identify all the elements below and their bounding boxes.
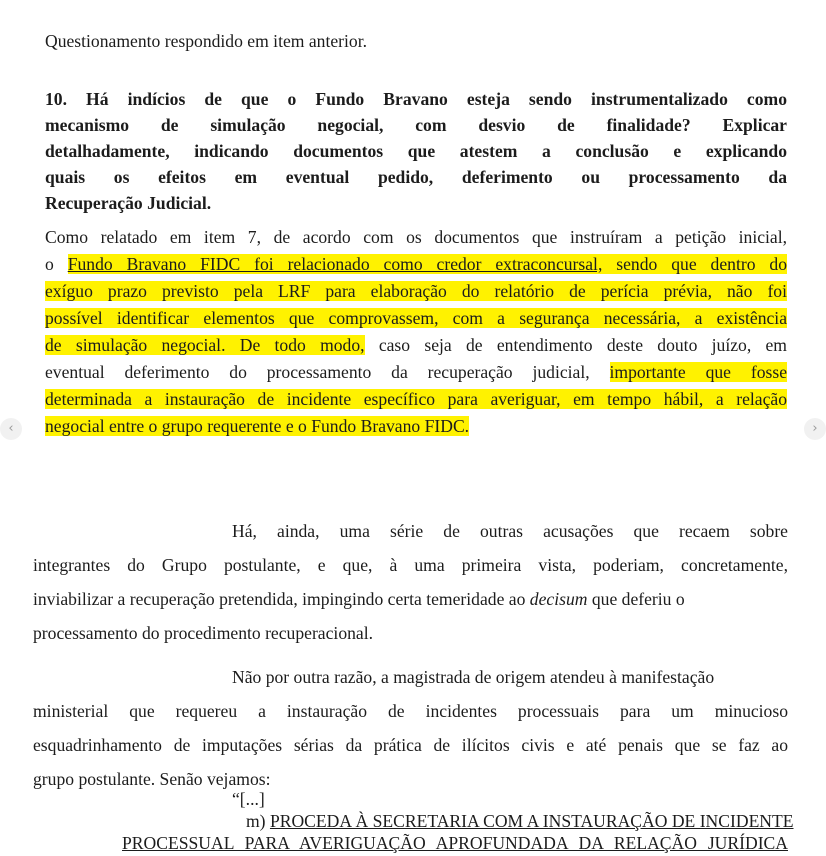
chevron-left-icon: ‹ (8, 421, 14, 436)
chevron-right-icon: › (812, 421, 818, 436)
para1-line-4: processamento do procedimento recuperacional. (33, 623, 374, 643)
intro-text: Questionamento respondido em item anterior. (45, 31, 367, 51)
next-page-button[interactable] (804, 418, 826, 440)
answer-line-2: o Fundo Bravano FIDC foi relacionado como credor extraconcursal, sendo que dentro do (45, 254, 787, 274)
question-line-4: quais os efeitos em eventual pedido, deferimento ou processamento da (45, 167, 787, 187)
answer-line-7: determinada a instauração de incidente específico para averiguar, em tempo hábil, a relação (45, 389, 787, 409)
answer-line-4: possível identificar elementos que comprovassem, com a segurança necessária, a existência (45, 308, 787, 328)
question-line-5: Recuperação Judicial. (45, 193, 212, 213)
highlight-creditor: Fundo Bravano FIDC foi relacionado como credor extraconcursal, (67, 254, 603, 274)
para1-line-2: integrantes do Grupo postulante, e que, à uma primeira vista, poderiam, concretamente, (33, 555, 788, 575)
para2-line-2: ministerial que requereu a instauração de incidentes processuais para um minucioso (33, 701, 788, 721)
para1-line-3: inviabilizar a recuperação pretendida, impingindo certa temeridade ao decisum que deferiu o (33, 589, 685, 609)
question-line-3: detalhadamente, indicando documentos que atestem a conclusão e explicando (45, 141, 787, 161)
para2-line-3: esquadrinhamento de imputações sérias da prática de ilícitos civis e até penais que se faz ao (33, 735, 788, 755)
question-line-2: mecanismo de simulação negocial, com desvio de finalidade? Explicar (45, 115, 787, 135)
para2-line-4: grupo postulante. Senão vejamos: (33, 769, 271, 789)
answer-line-5: de simulação negocial. De todo modo, caso seja de entendimento deste douto juízo, em (45, 335, 787, 355)
para2-line-1: Não por outra razão, a magistrada de origem atendeu à manifestação (232, 667, 715, 687)
answer-line-6: eventual deferimento do processamento da recuperação judicial, importante que fosse (45, 362, 787, 382)
para1-line-1: Há, ainda, uma série de outras acusações que recaem sobre (232, 521, 788, 541)
answer-line-3: exíguo prazo previsto pela LRF para elaboração do relatório de perícia prévia, não foi (45, 281, 787, 301)
quote-open: “[...] (232, 789, 265, 809)
answer-line-1: Como relatado em item 7, de acordo com os documentos que instruíram a petição inicial, (45, 227, 787, 247)
question-line-1: 10. Há indícios de que o Fundo Bravano esteja sendo instrumentalizado como (45, 89, 787, 109)
prev-page-button[interactable] (0, 418, 22, 440)
quote-item-m: m) PROCEDA À SECRETARIA COM A INSTAURAÇÃO DE INCIDENTE (246, 811, 794, 831)
quote-last-line: PROCESSUAL PARA AVERIGUAÇÃO APROFUNDADA DA RELAÇÃO JURÍDICA (122, 833, 788, 853)
answer-line-8: negocial entre o grupo requerente e o Fundo Bravano FIDC. (45, 416, 470, 436)
